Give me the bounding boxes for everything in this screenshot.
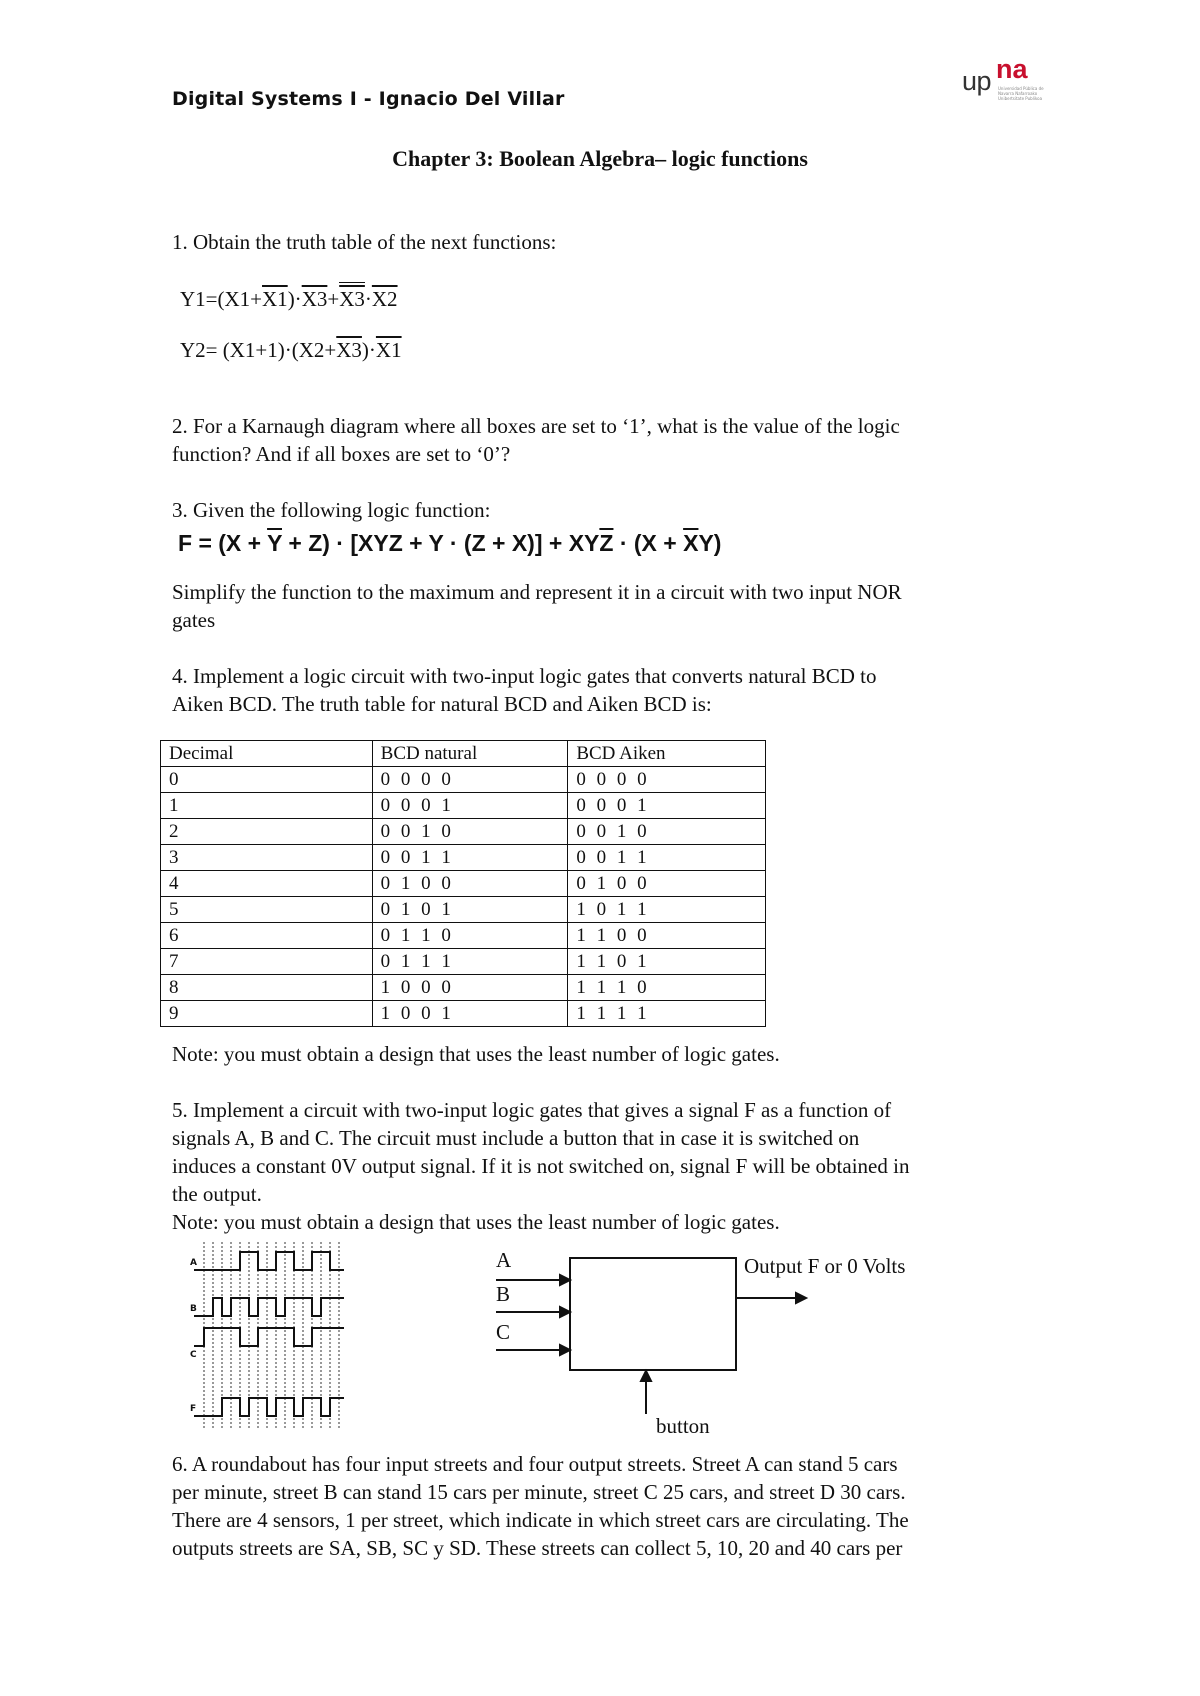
f-part: + Z) · [XYZ + Y · (Z + X)] + XY	[282, 530, 600, 556]
table-cell: 1	[161, 793, 373, 819]
table-cell: 8	[161, 975, 373, 1001]
f-negated-z: $\overline{Z}$	[599, 530, 614, 556]
y1-part: +	[327, 287, 340, 311]
question-6-line1: 6. A roundabout has four input streets and four output streets. Street A can stand 5 cars	[172, 1452, 898, 1476]
table-cell: 1 1 0 0	[568, 923, 766, 949]
f-negated-x: $\overline{X}$	[683, 530, 699, 556]
f-part: · (X +	[613, 530, 684, 556]
table-cell: 1 1 0 1	[568, 949, 766, 975]
table-cell: 1 0 0 1	[372, 1001, 568, 1027]
y1-double-negated-x3: X3	[339, 282, 365, 313]
question-3-line2: gates	[172, 608, 216, 632]
f-part: F = (X +	[178, 530, 268, 556]
table-row	[161, 845, 766, 871]
y2-part: )·	[361, 338, 376, 362]
y2-negated-x3: X3	[336, 338, 362, 362]
y1-negated-x3: X3	[301, 287, 328, 311]
y2-negated-x1: X1	[375, 338, 402, 362]
table-cell: 3	[161, 845, 373, 871]
input-label-b: B	[496, 1282, 511, 1306]
y1-negated-x2: X2	[371, 287, 398, 311]
equation-y1	[180, 282, 398, 313]
table-cell: 0 0 0 1	[372, 793, 568, 819]
y1-part: Y1=(X1+	[180, 287, 263, 311]
document-header: Digital Systems I - Ignacio Del Villar	[172, 88, 565, 110]
output-label: Output F or 0 Volts	[744, 1254, 906, 1278]
table-header-cell: Decimal	[161, 741, 373, 767]
equation-f	[178, 530, 721, 557]
table-row	[161, 871, 766, 897]
waveform-label-f: F	[190, 1404, 197, 1414]
university-logo	[962, 54, 1058, 112]
table-row	[161, 819, 766, 845]
table-row	[161, 949, 766, 975]
question-5-line2: signals A, B and C. The circuit must include a button that in case it is switched on	[172, 1126, 860, 1150]
input-label-c: C	[496, 1320, 511, 1344]
table-header-cell: BCD Aiken	[568, 741, 766, 767]
table-row	[161, 897, 766, 923]
waveform-label-a: A	[190, 1258, 197, 1268]
table-cell: 2	[161, 819, 373, 845]
chapter-title: Chapter 3: Boolean Algebra– logic functions	[392, 146, 808, 171]
question-5-line3: induces a constant 0V output signal. If it is not switched on, signal F will be obtained in	[172, 1154, 910, 1178]
table-cell: 0	[161, 767, 373, 793]
timing-waveform-diagram	[174, 1240, 354, 1430]
y1-part: )·	[287, 287, 302, 311]
question-6-line3: There are 4 sensors, 1 per street, which indicate in which street cars are circulating. The	[172, 1508, 909, 1532]
table-cell: 9	[161, 1001, 373, 1027]
table-cell: 0 0 0 0	[372, 767, 568, 793]
table-cell: 1 1 1 0	[568, 975, 766, 1001]
table-row	[161, 975, 766, 1001]
question-6-line4: outputs streets are SA, SB, SC y SD. These streets can collect 5, 10, 20 and 40 cars per	[172, 1536, 903, 1560]
question-4-line1: 4. Implement a logic circuit with two-input logic gates that converts natural BCD to	[172, 664, 877, 688]
button-label: button	[656, 1414, 710, 1438]
question-1-text: 1. Obtain the truth table of the next functions:	[172, 230, 557, 254]
table-header-cell: BCD natural	[372, 741, 568, 767]
table-cell: 4	[161, 871, 373, 897]
table-cell: 5	[161, 897, 373, 923]
table-cell: 0 0 1 1	[568, 845, 766, 871]
question-3-intro: 3. Given the following logic function:	[172, 498, 491, 522]
y2-part: Y2= (X1+1)·(X2+	[180, 338, 337, 362]
equation-y2	[180, 336, 402, 364]
question-2-line1: 2. For a Karnaugh diagram where all boxes are set to ‘1’, what is the value of the logic	[172, 414, 900, 438]
table-row	[161, 1001, 766, 1027]
waveform-f	[194, 1398, 344, 1416]
waveform-label-c: C	[190, 1350, 197, 1360]
question-4-note: Note: you must obtain a design that uses the least number of logic gates.	[172, 1042, 780, 1066]
f-part: Y)	[698, 530, 722, 556]
table-cell: 0 1 0 0	[568, 871, 766, 897]
circuit-block-diagram	[490, 1250, 950, 1440]
question-5-note: Note: you must obtain a design that uses the least number of logic gates.	[172, 1210, 780, 1234]
table-cell: 0 0 1 0	[372, 819, 568, 845]
waveform-label-b: B	[190, 1304, 197, 1314]
y1-negated-x1: X1	[262, 287, 288, 311]
question-4-line2: Aiken BCD. The truth table for natural BCD and Aiken BCD is:	[172, 692, 712, 716]
waveform-b	[194, 1298, 344, 1316]
input-label-a: A	[496, 1248, 512, 1272]
bcd-truth-table	[160, 740, 766, 1027]
table-cell: 0 1 1 1	[372, 949, 568, 975]
table-cell: 1 1 1 1	[568, 1001, 766, 1027]
table-cell: 0 0 0 1	[568, 793, 766, 819]
question-6-line2: per minute, street B can stand 15 cars per minute, street C 25 cars, and street D 30 cars.	[172, 1480, 906, 1504]
question-2-line2: function? And if all boxes are set to ‘0’?	[172, 442, 511, 466]
waveform-svg	[174, 1240, 354, 1430]
table-cell: 0 1 1 0	[372, 923, 568, 949]
table-cell: 0 0 1 1	[372, 845, 568, 871]
f-negated-y: $\overline{Y}$	[267, 530, 282, 556]
logo-text-na: na	[996, 54, 1028, 84]
logo-small-text: Universidad Pública de Navarra Nafarroako Unibertsitate Publikoa	[998, 86, 1044, 101]
table-row	[161, 767, 766, 793]
question-5-line4: the output.	[172, 1182, 262, 1206]
table-cell: 7	[161, 949, 373, 975]
table-header-row	[161, 741, 766, 767]
table-row	[161, 793, 766, 819]
table-cell: 1 0 1 1	[568, 897, 766, 923]
table-cell: 0 1 0 1	[372, 897, 568, 923]
table-cell: 0 0 0 0	[568, 767, 766, 793]
y1-part: ·	[364, 287, 372, 311]
logo-text-up: up	[962, 66, 992, 96]
table-row	[161, 923, 766, 949]
table-cell: 1 0 0 0	[372, 975, 568, 1001]
table-cell: 0 0 1 0	[568, 819, 766, 845]
question-5-line1: 5. Implement a circuit with two-input logic gates that gives a signal F as a function of	[172, 1098, 892, 1122]
question-3-line1: Simplify the function to the maximum and represent it in a circuit with two input NOR	[172, 580, 902, 604]
circuit-box	[570, 1258, 736, 1370]
table-cell: 6	[161, 923, 373, 949]
table-cell: 0 1 0 0	[372, 871, 568, 897]
